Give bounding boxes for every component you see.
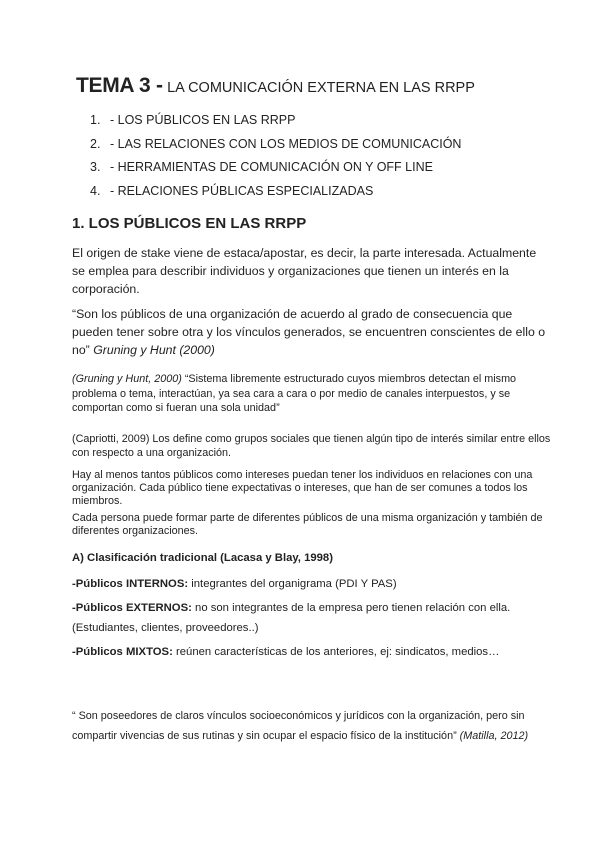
toc-item: 3. - HERRAMIENTAS DE COMUNICACIÓN ON Y OFF LINE (90, 160, 433, 174)
term: -Públicos MIXTOS: (72, 646, 173, 658)
table-of-contents (90, 109, 461, 203)
term: -Públicos EXTERNOS: (72, 602, 192, 614)
quote-gruning-hunt-2: (Gruning y Hunt, 2000) “Sistema libremente estructurado cuyos miembros detectan el mismo problema o tema, interactúan, ya sea cara a cara o por medio de canales interpuestos, y se comportan como si fueran una sola unidad” (72, 373, 517, 414)
title-subject: LA COMUNICACIÓN EXTERNA EN LAS RRPP (167, 80, 475, 96)
citation: Gruning y Hunt (2000) (93, 343, 215, 357)
paragraph-multiple-publics: Cada persona puede formar parte de diferentes públicos de una misma organización y también de diferentes organizaciones. (72, 512, 543, 537)
classification-item-externos: -Públicos EXTERNOS: no son integrantes de la empresa pero tienen relación con ella. (Estudiantes, clientes, proveedores..) (72, 602, 511, 634)
toc-item: 2. - LAS RELACIONES CON LOS MEDIOS DE COMUNICACIÓN (90, 136, 462, 151)
citation: (Matilla, 2012) (459, 729, 529, 742)
citation: (Gruning y Hunt, 2000) (72, 373, 182, 385)
term: -Públicos INTERNOS: (72, 578, 189, 590)
quote-matilla: “ Son poseedores de claros vínculos socioeconómicos y jurídicos con la organización, pero sin compartir vivencias de sus rutinas y sin ocupar el espacio físico de la institución” (Matilla, 2012) (72, 709, 529, 742)
paragraph-stake-origin: El origen de stake viene de estaca/apostar, es decir, la parte interesada. Actualmente se emplea para describir individuos y organizaciones que tienen un interés en la corporación. (72, 246, 537, 296)
toc-item: 4. - RELACIONES PÚBLICAS ESPECIALIZADAS (90, 183, 374, 198)
quote-gruning-hunt-1: “Son los públicos de una organización de acuerdo al grado de consecuencia que pueden tener sobre otra y los vínculos generados, se encuentren conscientes de ello o no” Gruning y Hunt (2000) (72, 307, 546, 357)
toc-item: 1. - LOS PÚBLICOS EN LAS RRPP (90, 113, 296, 127)
section-heading: 1. LOS PÚBLICOS EN LAS RRPP (72, 215, 307, 232)
paragraph-capriotti: (Capriotti, 2009) Los define como grupos sociales que tienen algún tipo de interés similar entre ellos con respecto a una organización. (72, 433, 551, 459)
classification-item-internos: -Públicos INTERNOS: integrantes del organigrama (PDI Y PAS) (72, 578, 397, 590)
subsection-heading: A) Clasificación tradicional (Lacasa y Blay, 1998) (72, 552, 333, 564)
title-tema: TEMA 3 - (76, 74, 163, 97)
paragraph-publics-interests: Hay al menos tantos públicos como intereses puedan tener los individuos en relaciones con una organización. Cada público tiene expectativas o intereses, que han de ser comunes a todos los miembros. (72, 469, 533, 507)
page-title (76, 74, 475, 98)
classification-item-mixtos: -Públicos MIXTOS: reúnen características de los anteriores, ej: sindicatos, medios… (72, 646, 500, 658)
